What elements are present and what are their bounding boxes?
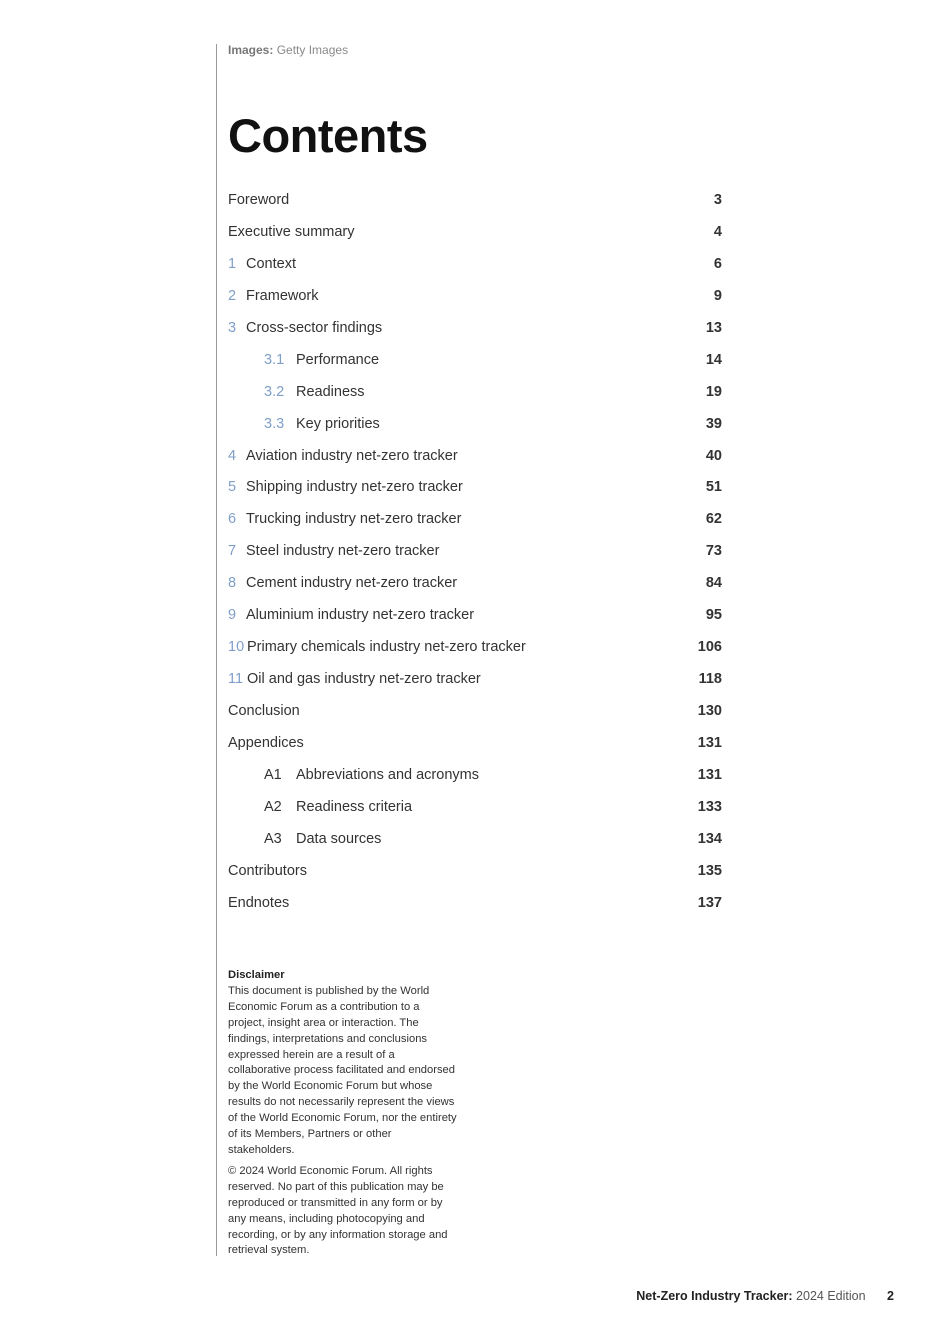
toc-entry-label: Cement industry net-zero tracker [246, 575, 458, 592]
footer-edition: 2024 Edition [796, 1289, 866, 1303]
toc-entry-label: Executive summary [228, 223, 355, 240]
toc-entry-page: 131 [697, 766, 722, 783]
toc-entry[interactable] [228, 248, 722, 280]
left-rule [216, 44, 217, 1256]
footer-title: Net-Zero Industry Tracker: [636, 1289, 793, 1303]
toc-entry-label: Context [246, 255, 296, 272]
toc-entry[interactable] [228, 759, 722, 791]
toc-entry-number: 10 [228, 639, 245, 656]
toc-entry-number: 11 [228, 671, 244, 688]
page-footer [636, 1289, 894, 1303]
toc-entry[interactable] [228, 791, 722, 823]
toc-entry-page: 95 [705, 607, 722, 624]
toc-entry[interactable] [228, 535, 722, 567]
toc-entry-number: 5 [228, 479, 237, 496]
toc-entry-label: Cross-sector findings [246, 319, 383, 336]
table-of-contents [228, 184, 722, 919]
toc-entry-label: Aviation industry net-zero tracker [246, 447, 458, 464]
toc-entry[interactable] [228, 503, 722, 535]
image-credit-value: Getty Images [276, 43, 349, 57]
toc-entry-page: 131 [697, 734, 722, 751]
toc-entry-label: Aluminium industry net-zero tracker [246, 607, 475, 624]
toc-entry-page: 133 [697, 798, 722, 815]
toc-entry[interactable] [228, 344, 722, 376]
toc-entry-label: Primary chemicals industry net-zero tracker [247, 639, 526, 656]
toc-entry[interactable] [228, 376, 722, 408]
toc-entry[interactable] [228, 471, 722, 503]
toc-entry-number: A3 [264, 830, 282, 847]
toc-entry-label: Readiness criteria [296, 798, 413, 815]
toc-entry-number: A1 [264, 766, 282, 783]
toc-entry-page: 137 [697, 894, 722, 911]
toc-entry-number: 3.3 [264, 415, 285, 432]
toc-entry[interactable] [228, 855, 722, 887]
copyright-text: © 2024 World Economic Forum. All rights reserved. No part of this publication may be reproduced or transmitted in any form or by any means, including photocopying and recording, or by any information storage and retrieval system. [228, 1164, 448, 1257]
toc-entry-page: 19 [705, 383, 722, 400]
toc-entry[interactable] [228, 216, 722, 248]
toc-entry-number: 4 [228, 447, 237, 464]
toc-entry-label: Steel industry net-zero tracker [246, 543, 440, 560]
toc-entry-label: Conclusion [228, 703, 300, 719]
disclaimer [228, 968, 458, 1264]
toc-entry-label: Key priorities [296, 415, 380, 432]
toc-entry-page: 62 [705, 511, 722, 528]
toc-entry-page: 9 [713, 287, 722, 304]
toc-entry[interactable] [228, 567, 722, 599]
toc-entry-page: 84 [705, 575, 722, 592]
toc-entry-page: 130 [697, 703, 722, 719]
toc-entry-label: Abbreviations and acronyms [296, 766, 479, 783]
toc-entry-page: 118 [698, 671, 722, 688]
toc-entry[interactable] [228, 408, 722, 440]
toc-entry[interactable] [228, 823, 722, 855]
toc-entry[interactable] [228, 631, 722, 663]
toc-entry-page: 134 [697, 830, 722, 847]
toc-entry[interactable] [228, 440, 722, 472]
image-credit [228, 43, 348, 57]
toc-entry-number: 6 [228, 511, 237, 528]
toc-entry-number: A2 [264, 798, 282, 815]
toc-entry[interactable] [228, 184, 722, 216]
page-number: 2 [887, 1289, 894, 1303]
toc-entry-page: 106 [697, 639, 722, 656]
toc-entry-page: 13 [705, 319, 722, 336]
toc-entry-label: Foreword [228, 192, 290, 208]
toc-entry-label: Data sources [296, 830, 382, 847]
toc-entry-label: Framework [246, 287, 319, 304]
toc-entry-page: 4 [713, 223, 722, 240]
toc-entry-page: 39 [705, 415, 722, 432]
toc-entry-number: 9 [228, 607, 237, 624]
toc-entry-label: Performance [296, 351, 380, 368]
toc-entry-label: Endnotes [228, 894, 290, 911]
toc-entry-number: 3 [228, 319, 237, 336]
toc-entry[interactable] [228, 599, 722, 631]
image-credit-label: Images: [228, 43, 274, 57]
toc-entry[interactable] [228, 695, 722, 727]
page-title: Contents [228, 109, 428, 162]
toc-entry-label: Shipping industry net-zero tracker [246, 479, 463, 496]
toc-entry-page: 51 [705, 479, 722, 496]
toc-entry-number: 3.2 [264, 383, 285, 400]
toc-entry-page: 14 [705, 351, 722, 368]
toc-entry-number: 3.1 [264, 351, 285, 368]
toc-entry-number: 8 [228, 575, 237, 592]
toc-entry-page: 135 [697, 862, 722, 879]
toc-entry-number: 7 [228, 543, 237, 560]
toc-entry-page: 6 [713, 255, 722, 272]
toc-entry-page: 73 [705, 543, 722, 560]
toc-entry-label: Contributors [228, 862, 307, 879]
toc-entry-label: Oil and gas industry net-zero tracker [247, 671, 481, 688]
toc-entry[interactable] [228, 663, 722, 695]
disclaimer-heading: Disclaimer [228, 969, 285, 981]
toc-entry-label: Appendices [228, 734, 304, 751]
toc-entry-number: 1 [228, 255, 237, 272]
toc-entry-page: 3 [713, 192, 722, 208]
toc-entry[interactable] [228, 727, 722, 759]
toc-entry[interactable] [228, 280, 722, 312]
toc-entry-number: 2 [228, 287, 237, 304]
toc-entry-label: Readiness [296, 383, 365, 400]
toc-entry[interactable] [228, 312, 722, 344]
toc-entry-page: 40 [705, 447, 722, 464]
toc-entry-label: Trucking industry net-zero tracker [246, 511, 462, 528]
disclaimer-text: This document is published by the World Economic Forum as a contribution to a project, insight area or interaction. The findings, interpretations and conclusions expressed herein are a result of a collaborative process facilitated and endorsed by the World Economic Forum but whose results do not necessarily represent the views of the World Economic Forum, nor the entirety of its Members, Partners or other stakeholders. [228, 984, 457, 1156]
toc-entry[interactable] [228, 887, 722, 919]
